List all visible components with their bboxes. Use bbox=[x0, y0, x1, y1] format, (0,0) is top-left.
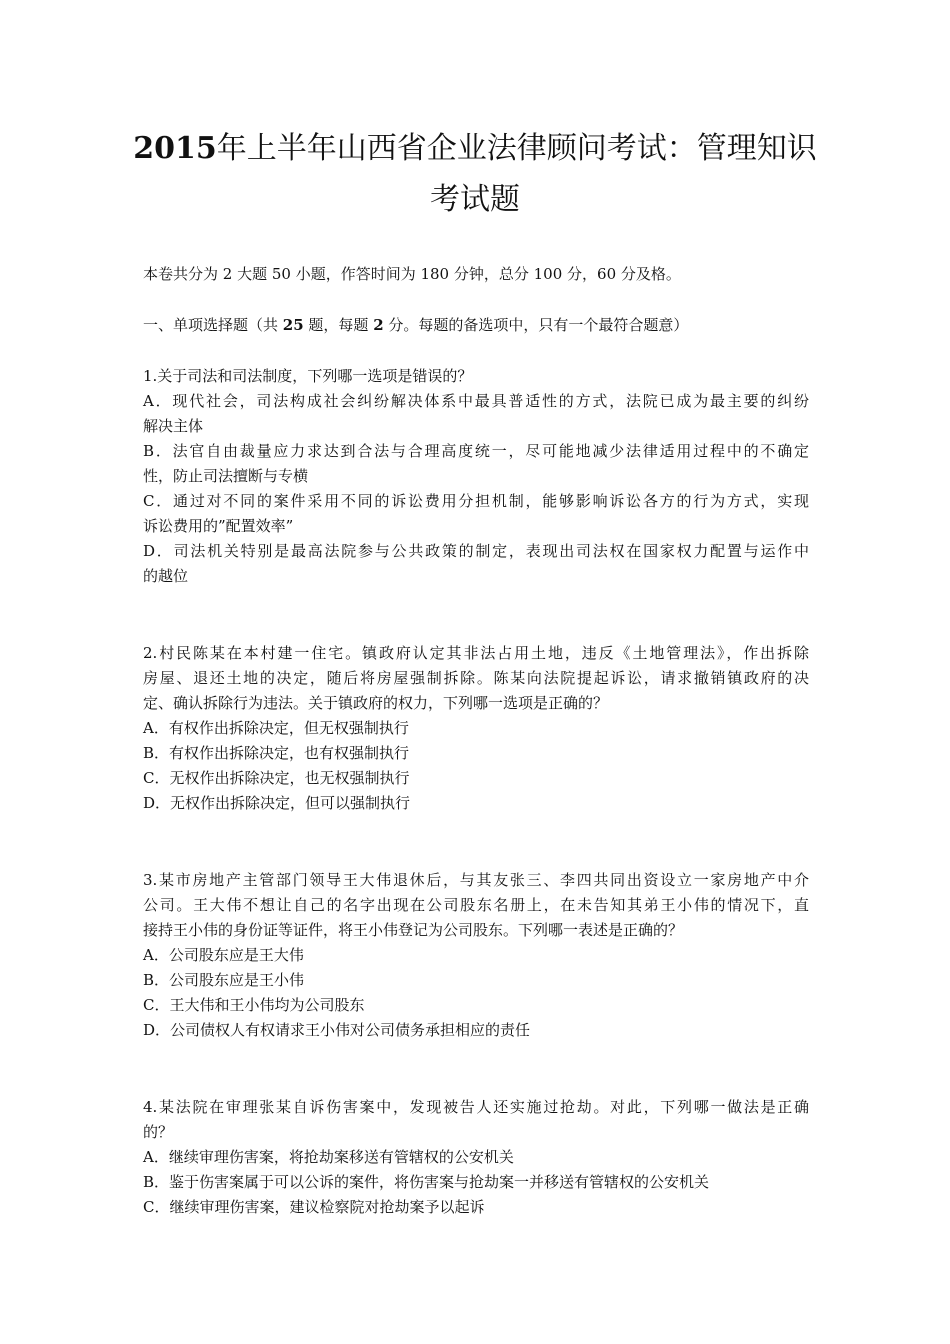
option-a bbox=[143, 389, 809, 439]
option-b: B．公司股东应是王小伟 bbox=[143, 971, 305, 989]
section-heading bbox=[143, 313, 809, 338]
question-1 bbox=[143, 364, 809, 589]
question-stem: 4.某法院在审理张某自诉伤害案中，发现被告人还实施过抢劫。对此，下列哪一做法是正确 bbox=[143, 1098, 809, 1116]
section-prefix: 一、单项选择题（共 bbox=[143, 316, 283, 334]
option-c bbox=[143, 489, 809, 539]
question-stem: 1.关于司法和司法制度，下列哪一选项是错误的？ bbox=[143, 367, 473, 385]
title-year: 2015 bbox=[133, 131, 217, 166]
question-stem: 3.某市房地产主管部门领导王大伟退休后，与其友张三、李四共同出资设立一家房地产中介 bbox=[143, 871, 809, 889]
question-2 bbox=[143, 641, 809, 816]
option-a: A．继续审理伤害案，将抢劫案移送有管辖权的公安机关 bbox=[143, 1148, 514, 1166]
option-text: C．通过对不同的案件采用不同的诉讼费用分担机制，能够影响诉讼各方的行为方式，实现 bbox=[143, 492, 809, 510]
question-stem: 的？ bbox=[143, 1123, 174, 1141]
option-d: D．无权作出拆除决定，但可以强制执行 bbox=[143, 794, 411, 812]
question-stem: 房屋、退还土地的决定，随后将房屋强制拆除。陈某向法院提起诉讼，请求撤销镇政府的决 bbox=[143, 669, 809, 687]
option-c: C．王大伟和王小伟均为公司股东 bbox=[143, 996, 365, 1014]
section-count: 25 bbox=[282, 316, 304, 334]
option-c: C．继续审理伤害案，建议检察院对抢劫案予以起诉 bbox=[143, 1198, 485, 1216]
option-text: 的越位 bbox=[143, 567, 189, 585]
question-3 bbox=[143, 868, 809, 1043]
document-body bbox=[143, 262, 809, 1220]
option-a: A．有权作出拆除决定，但无权强制执行 bbox=[143, 719, 409, 737]
option-text: 解决主体 bbox=[143, 417, 204, 435]
option-text: D．司法机关特别是最高法院参与公共政策的制定，表现出司法权在国家权力配置与运作中 bbox=[143, 542, 809, 560]
title-line1-text: 年上半年山西省企业法律顾问考试：管理知识 bbox=[216, 131, 817, 166]
question-stem: 公司。王大伟不想让自己的名字出现在公司股东名册上，在未告知其弟王小伟的情况下，直 bbox=[143, 896, 809, 914]
question-stem: 2.村民陈某在本村建一住宅。镇政府认定其非法占用土地，违反《土地管理法》，作出拆除 bbox=[143, 644, 809, 662]
option-a: A．公司股东应是王大伟 bbox=[143, 946, 304, 964]
option-b: B．鉴于伤害案属于可以公诉的案件，将伤害案与抢劫案一并移送有管辖权的公安机关 bbox=[143, 1173, 710, 1191]
option-c: C．无权作出拆除决定，也无权强制执行 bbox=[143, 769, 410, 787]
question-stem: 接持王小伟的身份证等证件，将王小伟登记为公司股东。下列哪一表述是正确的？ bbox=[143, 921, 684, 939]
section-suffix: 分。每题的备选项中，只有一个最符合题意） bbox=[383, 316, 689, 334]
question-4 bbox=[143, 1095, 809, 1220]
section-mid: 题，每题 bbox=[303, 316, 374, 334]
option-text: B．法官自由裁量应力求达到合法与合理高度统一，尽可能地减少法律适用过程中的不确定 bbox=[143, 442, 809, 460]
option-b: B．有权作出拆除决定，也有权强制执行 bbox=[143, 744, 410, 762]
option-d bbox=[143, 539, 809, 589]
option-text: 性，防止司法擅断与专横 bbox=[143, 467, 309, 485]
option-text: 诉讼费用的”配置效率” bbox=[143, 517, 294, 535]
section-points: 2 bbox=[373, 316, 384, 334]
option-d: D．公司债权人有权请求王小伟对公司债务承担相应的责任 bbox=[143, 1021, 531, 1039]
question-stem: 定、确认拆除行为违法。关于镇政府的权力，下列哪一选项是正确的？ bbox=[143, 694, 609, 712]
document-title-line2: 考试题 bbox=[430, 182, 520, 217]
exam-intro: 本卷共分为 2 大题 50 小题，作答时间为 180 分钟，总分 100 分，60 分及格。 bbox=[143, 265, 681, 283]
option-b bbox=[143, 439, 809, 489]
document-title-line1 bbox=[100, 132, 850, 166]
option-text: A．现代社会，司法构成社会纠纷解决体系中最具普适性的方式，法院已成为最主要的纠纷 bbox=[143, 392, 809, 410]
